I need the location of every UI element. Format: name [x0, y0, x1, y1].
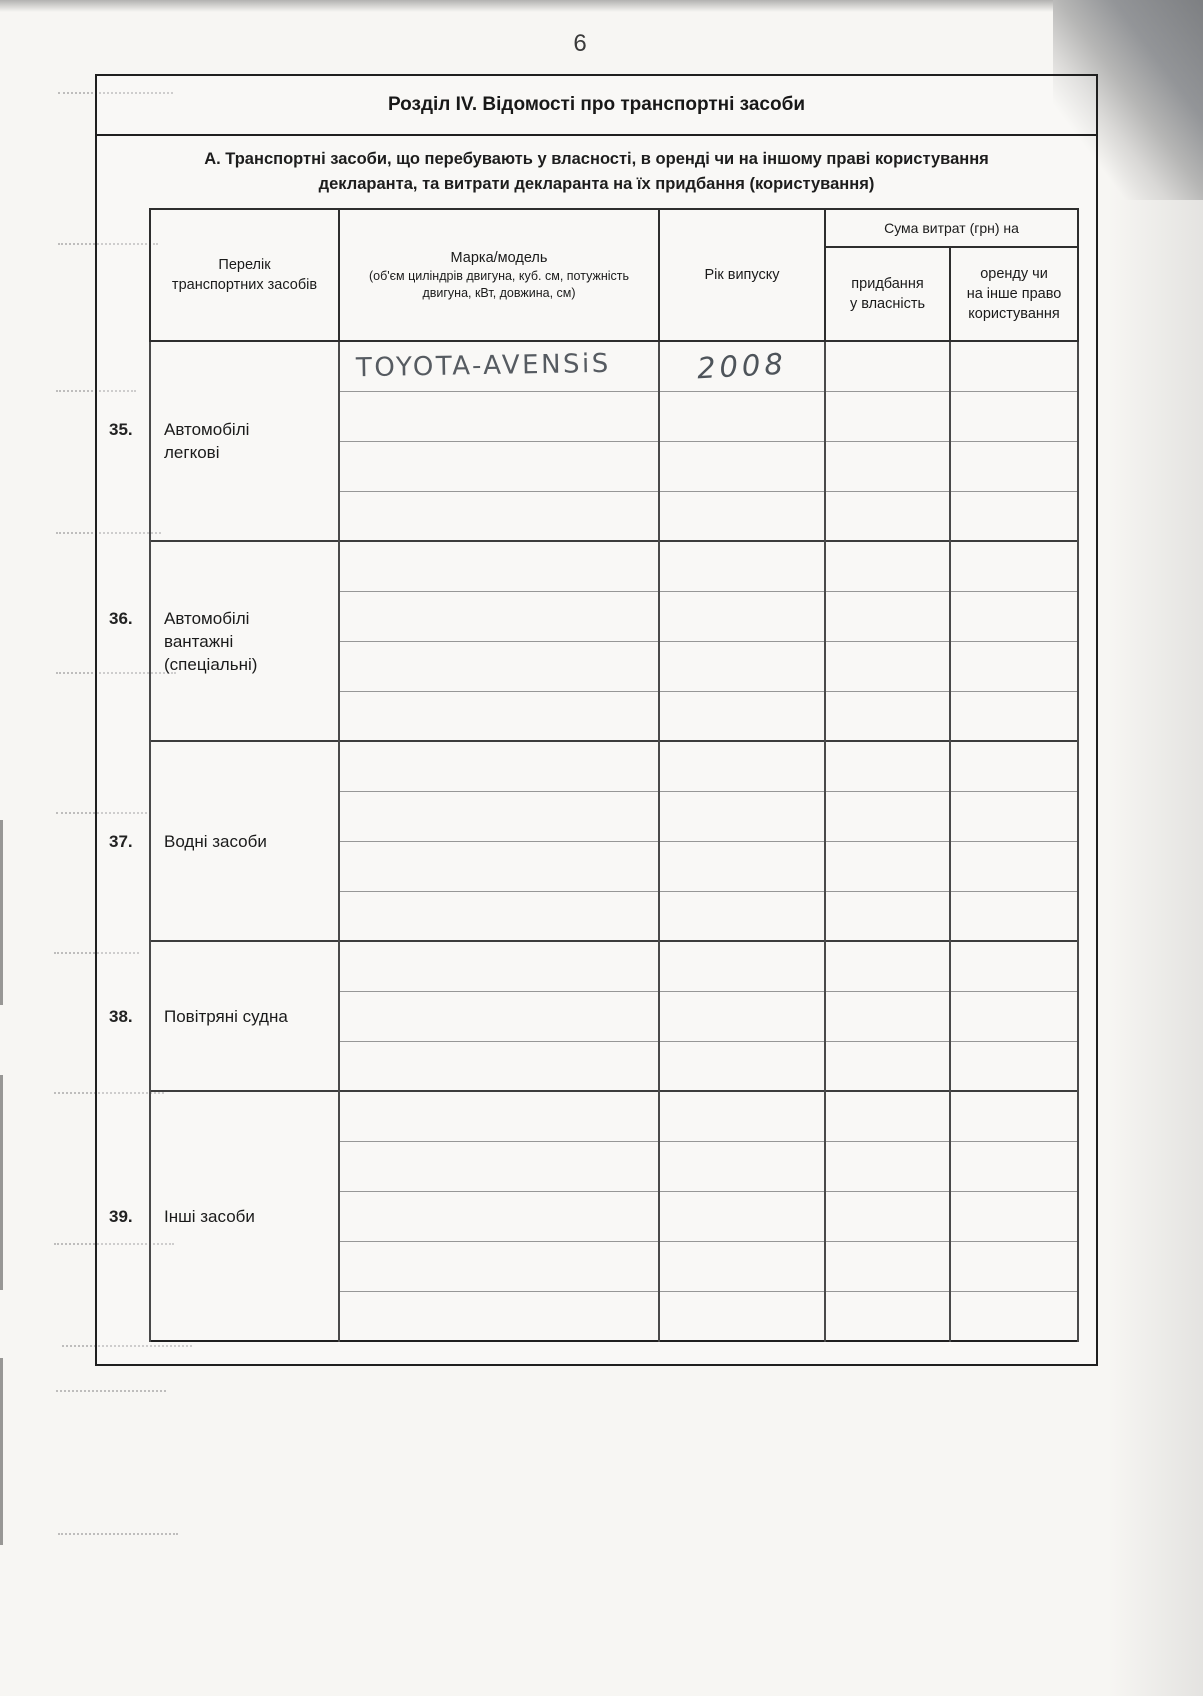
year-field: [659, 341, 825, 391]
table-row: [150, 341, 1078, 391]
year-field: [659, 991, 825, 1041]
model-field: [339, 391, 659, 441]
model-field: [339, 1291, 659, 1341]
purchase-field: [825, 941, 950, 991]
header-col-list-line1: Перелік: [218, 257, 271, 273]
document-frame: [95, 74, 1098, 1366]
model-field: [339, 841, 659, 891]
row-36-label-line2: вантажні: [164, 631, 234, 651]
section-subtitle: [97, 136, 1096, 208]
model-field: [339, 741, 659, 791]
row-36-label-line1: Автомобілі: [164, 608, 250, 628]
model-field: [339, 491, 659, 541]
year-field: [659, 1141, 825, 1191]
row-37-label-cell: [109, 741, 339, 941]
year-field: [659, 891, 825, 941]
header-col-list: [150, 209, 339, 341]
row-35-number: 35.: [109, 420, 133, 439]
purchase-field: [825, 391, 950, 441]
purchase-field: [825, 741, 950, 791]
rent-field: [950, 541, 1078, 591]
rent-field: [950, 391, 1078, 441]
row-35-label-line1: Автомобілі: [164, 420, 250, 439]
year-field: [659, 1191, 825, 1241]
purchase-field: [825, 691, 950, 741]
section-subtitle-line2: декларанта, та витрати декларанта на їх придбання (користування): [318, 175, 875, 193]
scan-artifact: [56, 1390, 166, 1392]
year-field: [659, 641, 825, 691]
scan-right-shadow: [1108, 0, 1203, 1696]
row-36-number: 36.: [109, 608, 133, 628]
year-field: [659, 941, 825, 991]
section-title: Розділ IV. Відомості про транспортні засоби: [97, 76, 1096, 136]
model-field: [339, 1041, 659, 1091]
table-row: [150, 1091, 1078, 1141]
model-field: [339, 791, 659, 841]
model-field: [339, 1091, 659, 1141]
row-37-label-line1: Водні засоби: [164, 831, 267, 851]
model-field: [339, 591, 659, 641]
model-field: [339, 991, 659, 1041]
vehicles-table: [109, 208, 1079, 1342]
rent-field: [950, 1291, 1078, 1341]
row-38-label-cell: [109, 941, 339, 1091]
rent-field: [950, 991, 1078, 1041]
row-36-label-line3: (спеціальні): [164, 654, 258, 674]
rent-field: [950, 1141, 1078, 1191]
purchase-field: [825, 841, 950, 891]
purchase-field: [825, 591, 950, 641]
row-35-label-cell: [109, 341, 339, 541]
table-row: [150, 741, 1078, 791]
purchase-field: [825, 491, 950, 541]
model-field: [339, 1141, 659, 1191]
year-field: [659, 1241, 825, 1291]
row-39-label-line1: Інші засоби: [164, 1206, 255, 1226]
purchase-field: [825, 641, 950, 691]
header-col-model: [339, 209, 659, 341]
rent-field: [950, 341, 1078, 391]
row-39-number: 39.: [109, 1206, 133, 1226]
header-col-list-line2: транспортних засобів: [171, 277, 318, 293]
header-col-model-line2: (об'єм циліндрів двигуна, куб. см, потужність: [368, 269, 629, 283]
purchase-field: [825, 1041, 950, 1091]
model-field: [339, 891, 659, 941]
row-36-label-cell: [109, 541, 339, 741]
rent-field: [950, 691, 1078, 741]
scan-artifact: [0, 820, 3, 1005]
purchase-field: [825, 1141, 950, 1191]
purchase-field: [825, 1091, 950, 1141]
header-col-model-line3: двигуна, кВт, довжина, см): [422, 286, 576, 300]
purchase-field: [825, 991, 950, 1041]
rent-field: [950, 791, 1078, 841]
row-38-number: 38.: [109, 1006, 133, 1026]
page-number: 6: [573, 30, 587, 57]
handwritten-model: TOYOTA-AVENSiS: [355, 349, 612, 384]
purchase-field: [825, 1241, 950, 1291]
model-field: [339, 1191, 659, 1241]
row-38-label-line1: Повітряні судна: [164, 1006, 288, 1026]
year-field: [659, 1041, 825, 1091]
header-col-year: Рік випуску: [659, 209, 825, 341]
model-field: [339, 541, 659, 591]
scan-top-shadow: [0, 0, 1203, 12]
rent-field: [950, 491, 1078, 541]
rent-field: [950, 641, 1078, 691]
rent-field: [950, 1191, 1078, 1241]
header-col-sum-group: Сума витрат (грн) на: [825, 209, 1078, 247]
year-field: [659, 391, 825, 441]
rent-field: [950, 1041, 1078, 1091]
purchase-field: [825, 541, 950, 591]
year-field: [659, 591, 825, 641]
table-row: [150, 941, 1078, 991]
header-col-rent: оренду чи на інше право користування: [950, 247, 1078, 341]
row-35-label-line2: легкові: [164, 443, 220, 462]
rent-field: [950, 1091, 1078, 1141]
year-field: [659, 791, 825, 841]
model-field: [339, 341, 659, 391]
rent-field: [950, 1241, 1078, 1291]
year-field: [659, 691, 825, 741]
scan-artifact: [0, 1358, 3, 1545]
model-field: [339, 941, 659, 991]
purchase-field: [825, 791, 950, 841]
purchase-field: [825, 1191, 950, 1241]
year-field: [659, 541, 825, 591]
header-col-purchase: придбання у власність: [825, 247, 950, 341]
year-field: [659, 441, 825, 491]
purchase-field: [825, 1291, 950, 1341]
table-row: [150, 541, 1078, 591]
model-field: [339, 1241, 659, 1291]
year-field: [659, 491, 825, 541]
row-37-number: 37.: [109, 831, 133, 851]
table-header-row-group: [150, 209, 1078, 247]
rent-field: [950, 941, 1078, 991]
rent-field: [950, 891, 1078, 941]
row-39-label-cell: [109, 1091, 339, 1341]
rent-field: [950, 441, 1078, 491]
model-field: [339, 441, 659, 491]
scan-artifact: [58, 1533, 178, 1535]
handwritten-year: 2008: [696, 346, 788, 386]
rent-field: [950, 741, 1078, 791]
year-field: [659, 1291, 825, 1341]
rent-field: [950, 591, 1078, 641]
section-subtitle-line1: А. Транспортні засоби, що перебувають у власності, в оренді чи на іншому праві користування: [204, 150, 989, 168]
header-col-model-line1: Марка/модель: [450, 250, 548, 266]
year-field: [659, 741, 825, 791]
purchase-field: [825, 341, 950, 391]
year-field: [659, 1091, 825, 1141]
purchase-field: [825, 441, 950, 491]
scan-artifact: [0, 1075, 3, 1290]
rent-field: [950, 841, 1078, 891]
model-field: [339, 691, 659, 741]
year-field: [659, 841, 825, 891]
purchase-field: [825, 891, 950, 941]
model-field: [339, 641, 659, 691]
